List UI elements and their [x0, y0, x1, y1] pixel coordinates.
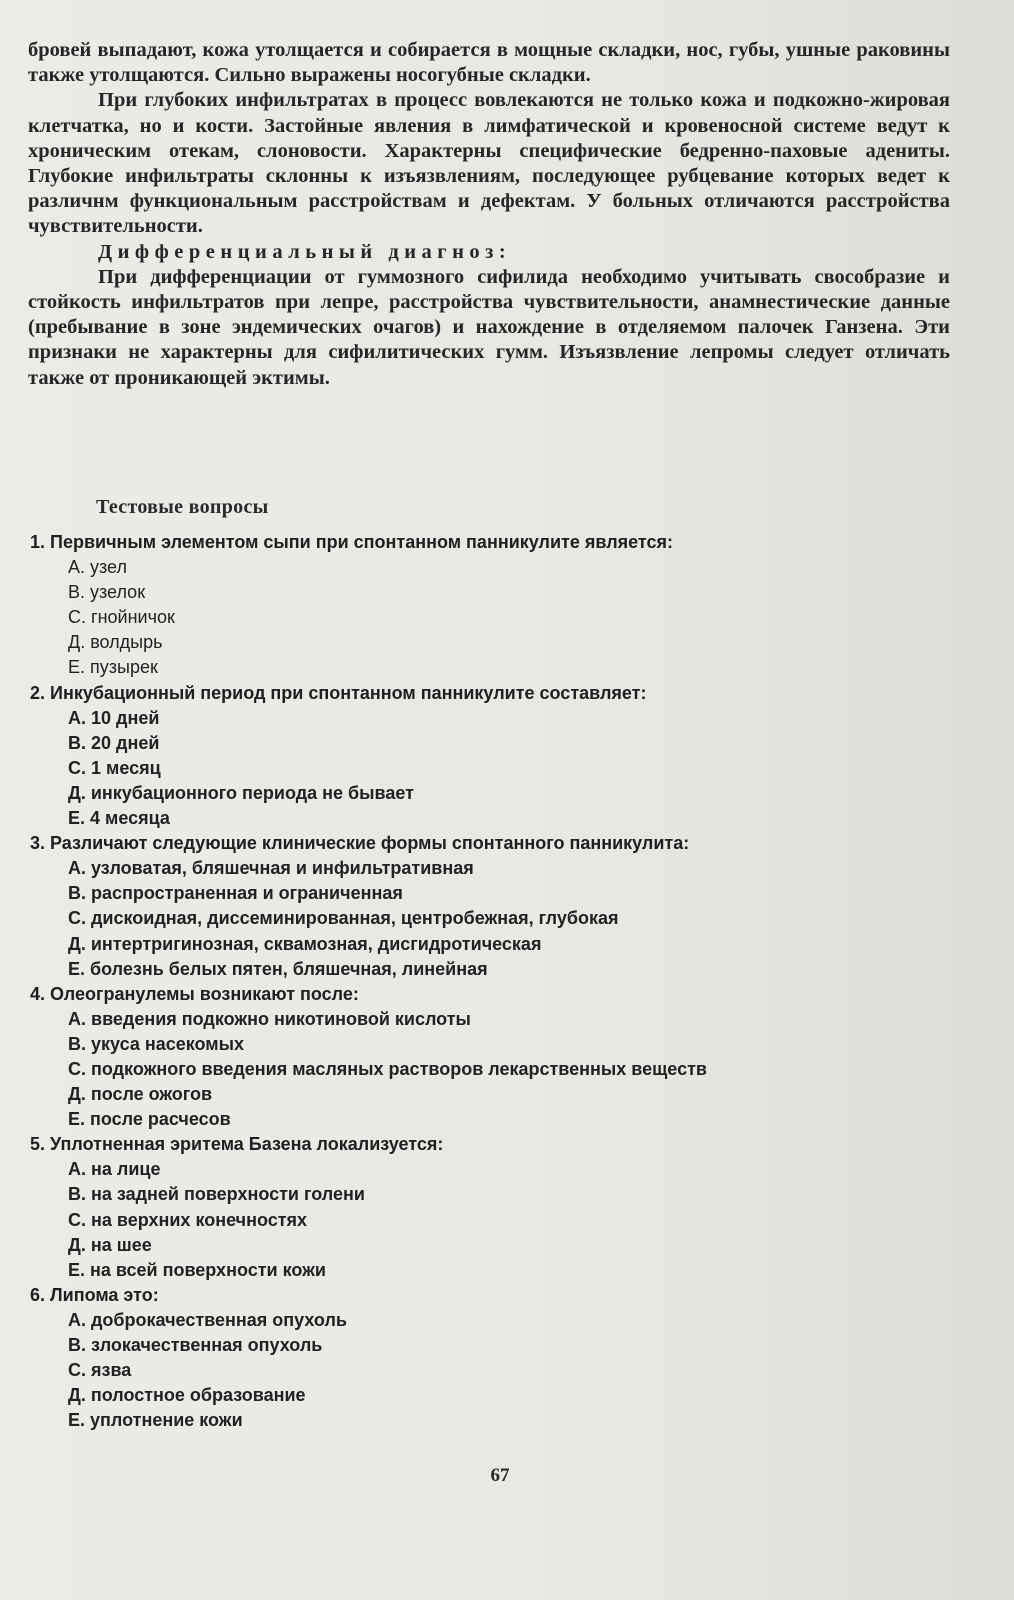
- question-text: 6. Липома это:: [30, 1284, 159, 1305]
- option: А. доброкачественная опухоль: [68, 1309, 347, 1330]
- option: В. злокачественная опухоль: [68, 1335, 323, 1355]
- option: С. подкожного введения масляных растворов лекарственных веществ: [68, 1058, 707, 1079]
- option: В. 20 дней: [68, 732, 160, 753]
- question-3: [30, 831, 930, 982]
- body-text: [28, 38, 950, 391]
- question-text: 1. Первичным элементом сыпи при спонтанном панникулите является:: [30, 532, 673, 552]
- option: В. распространенная и ограниченная: [68, 883, 403, 904]
- option: Д. интертригинозная, сквамозная, дисгидротическая: [68, 933, 542, 954]
- question-4: [30, 982, 930, 1133]
- option: Д. после ожогов: [68, 1084, 213, 1105]
- option: А. 10 дней: [68, 707, 160, 728]
- question-text: 5. Уплотненная эритема Базена локализуется:: [30, 1134, 444, 1155]
- option: Е. болезнь белых пятен, бляшечная, линейная: [68, 958, 488, 979]
- option: Д. инкубационного периода не бывает: [68, 782, 414, 803]
- option: Д. на шее: [68, 1234, 152, 1255]
- question-text: 4. Олеогранулемы возникают после:: [30, 983, 359, 1004]
- paragraph-continuation: бровей выпадают, кожа утолщается и собирается в мощные складки, нос, губы, ушные раковины также утолщаются. Сильно выражены носогубные складки.: [28, 39, 950, 87]
- test-questions: [30, 530, 930, 1433]
- option: Е. после расчесов: [68, 1109, 231, 1130]
- option: С. язва: [68, 1360, 132, 1381]
- option: В. укуса насекомых: [68, 1033, 244, 1054]
- question-text: 3. Различают следующие клинические формы спонтанного панникулита:: [30, 833, 690, 854]
- question-text: 2. Инкубационный период при спонтанном панникулите составляет:: [30, 682, 647, 703]
- option: Д. полостное образование: [68, 1385, 306, 1406]
- option: Е. уплотнение кожи: [68, 1410, 243, 1431]
- question-1: [30, 530, 930, 681]
- option: Д. волдырь: [68, 632, 163, 653]
- option: А. узел: [68, 557, 127, 578]
- option: А. введения подкожно никотиновой кислоты: [68, 1008, 471, 1029]
- option: В. узелок: [68, 582, 146, 603]
- differential-diagnosis-heading: Дифференциальный диагноз:: [98, 240, 512, 263]
- question-5: [30, 1132, 930, 1283]
- paragraph-infiltrates: При глубоких инфильтратах в процесс вовлекаются не только кожа и подкожно-жировая клетчатка, но и кости. Застойные явления в лимфатической и кровеносной системе ведут к хроническим отекам, слоновости. Характерны специфические бедренно-паховые адениты. Глубокие инфильтраты склонны к изъязвлениям, последующее рубцевание которых ведет к различнм функциональным расстройствам и дефектам. У больных отличаются расстройства чувствительности.: [28, 89, 950, 238]
- option: А. на лице: [68, 1159, 161, 1180]
- question-2: [30, 681, 930, 832]
- option: Е. на всей поверхности кожи: [68, 1259, 326, 1280]
- option: С. дискоидная, диссеминированная, центробежная, глубокая: [68, 908, 619, 929]
- page-number: 67: [490, 1465, 510, 1486]
- option: Е. пузырек: [68, 657, 158, 678]
- paragraph-differential: При дифференциации от гуммозного сифилида необходимо учитывать свособразие и стойкость инфильтратов при лепре, расстройства чувствительности, анамнестические данные (пребывание в зоне эндемических очагов) и нахождение в отделяемом палочек Ганзена. Эти признаки не характерны для сифилитических гумм. Изъязвление лепромы следует отличать также от проникающей эктимы.: [28, 265, 950, 389]
- option: Е. 4 месяца: [68, 808, 170, 829]
- option: А. узловатая, бляшечная и инфильтративная: [68, 858, 474, 879]
- option: С. гнойничок: [68, 607, 175, 628]
- option: С. 1 месяц: [68, 757, 161, 778]
- option: В. на задней поверхности голени: [68, 1184, 365, 1205]
- tests-heading: Тестовые вопросы: [96, 496, 269, 518]
- option: С. на верхних конечностях: [68, 1209, 308, 1230]
- question-6: [30, 1283, 930, 1434]
